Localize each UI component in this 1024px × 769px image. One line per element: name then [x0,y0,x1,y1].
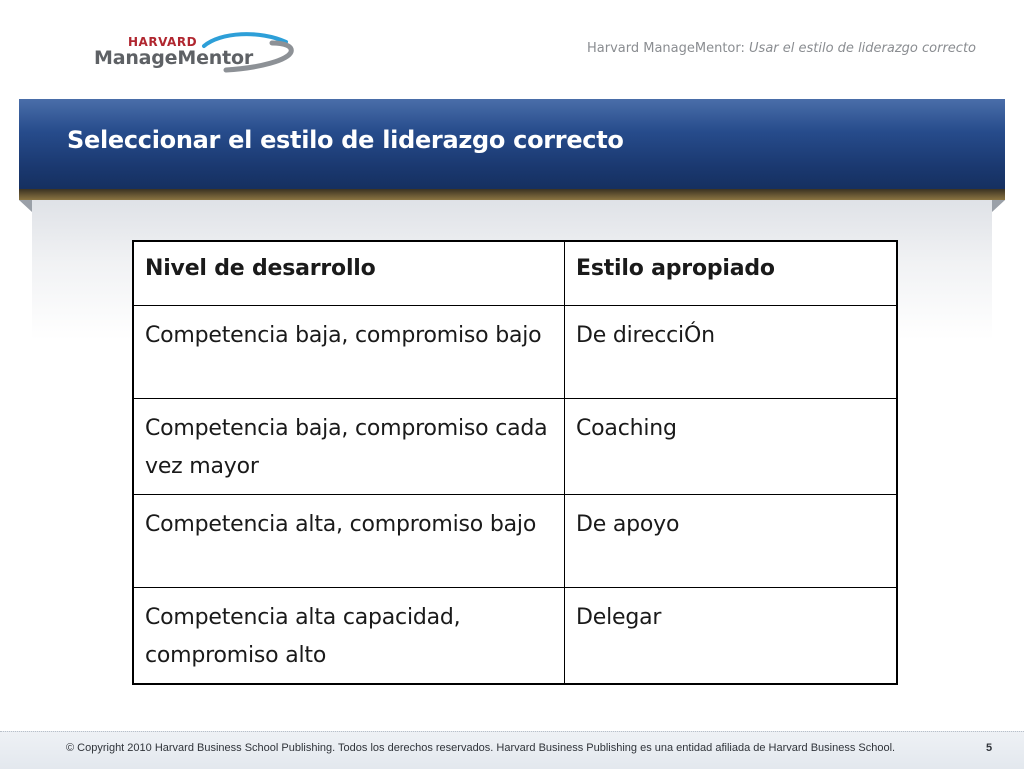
leadership-style-table [132,240,898,685]
table-row [133,306,897,399]
table-header-level: Nivel de desarrollo [133,241,565,306]
table-cell-style: Coaching [565,399,898,495]
harvard-managementor-logo [92,26,297,74]
table-cell-style: Delegar [565,588,898,685]
table-header-row [133,241,897,306]
table-row [133,495,897,588]
header-product-name: Harvard ManageMentor: [587,41,745,56]
table-cell-level: Competencia baja, compromiso bajo [133,306,565,399]
table-header-style: Estilo apropiado [565,241,898,306]
table-row [133,588,897,685]
title-band-fold-left [19,200,32,212]
table-cell-style: De apoyo [565,495,898,588]
page-number: 5 [986,742,993,754]
title-band-edge [19,189,1005,200]
slide-title: Seleccionar el estilo de liderazgo correcto [67,126,624,154]
table-cell-level: Competencia baja, compromiso cada vez mayor [133,399,565,495]
logo-managementor-text: ManageMentor [94,47,253,69]
table-row [133,399,897,495]
header-subtitle: Usar el estilo de liderazgo correcto [749,41,976,56]
table-cell-style: De direcciÓn [565,306,898,399]
logo-harvard-text: HARVARD [128,35,198,49]
table-cell-level: Competencia alta capacidad, compromiso alto [133,588,565,685]
table-cell-level: Competencia alta, compromiso bajo [133,495,565,588]
footer-copyright: © Copyright 2010 Harvard Business School Publishing. Todos los derechos reservados. Harvard Business Publishing es una entidad afiliada de Harvard Business School. [66,742,896,754]
title-band-fold-right [992,200,1005,212]
header-product-title [587,41,976,56]
